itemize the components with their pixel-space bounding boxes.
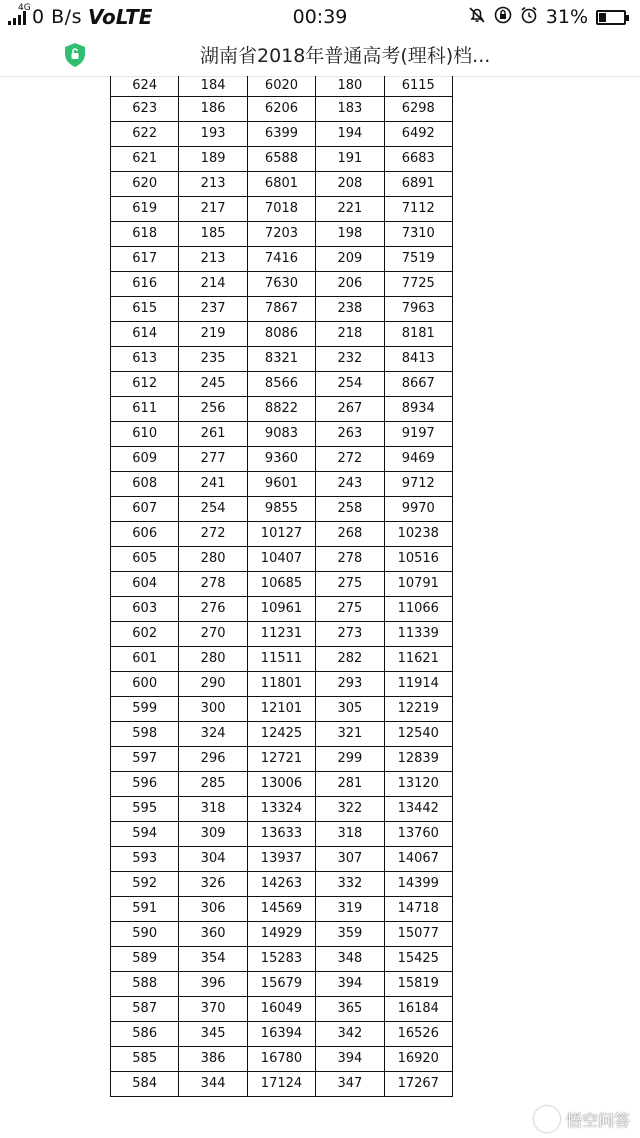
table-cell: 594 xyxy=(111,821,179,846)
table-cell: 11066 xyxy=(384,596,452,621)
table-cell: 394 xyxy=(316,1046,384,1071)
table-cell: 16920 xyxy=(384,1046,452,1071)
table-cell: 344 xyxy=(179,1071,247,1096)
table-row xyxy=(111,396,453,421)
table-cell: 254 xyxy=(316,371,384,396)
table-cell: 6801 xyxy=(247,171,315,196)
table-cell: 7203 xyxy=(247,221,315,246)
table-row xyxy=(111,496,453,521)
table-cell: 6891 xyxy=(384,171,452,196)
table-cell: 15819 xyxy=(384,971,452,996)
table-cell: 584 xyxy=(111,1071,179,1096)
table-cell: 7112 xyxy=(384,196,452,221)
table-cell: 10127 xyxy=(247,521,315,546)
security-shield-icon[interactable] xyxy=(64,42,86,68)
table-row xyxy=(111,746,453,771)
table-cell: 12219 xyxy=(384,696,452,721)
watermark-text: 悟空问答 xyxy=(565,1110,630,1130)
table-cell: 621 xyxy=(111,146,179,171)
battery-icon xyxy=(596,10,626,25)
alarm-icon xyxy=(520,6,538,29)
table-row xyxy=(111,1071,453,1096)
table-cell: 191 xyxy=(316,146,384,171)
table-cell: 6115 xyxy=(384,76,452,96)
table-cell: 595 xyxy=(111,796,179,821)
table-row xyxy=(111,421,453,446)
table-cell: 10516 xyxy=(384,546,452,571)
table-cell: 209 xyxy=(316,246,384,271)
table-cell: 245 xyxy=(179,371,247,396)
table-cell: 6399 xyxy=(247,121,315,146)
table-cell: 7310 xyxy=(384,221,452,246)
table-cell: 15283 xyxy=(247,946,315,971)
table-row xyxy=(111,546,453,571)
table-cell: 208 xyxy=(316,171,384,196)
table-row xyxy=(111,671,453,696)
table-row xyxy=(111,946,453,971)
table-cell: 198 xyxy=(316,221,384,246)
table-row xyxy=(111,1021,453,1046)
volte-indicator: VoLTE xyxy=(87,5,153,29)
table-cell: 6298 xyxy=(384,96,452,121)
table-cell: 7867 xyxy=(247,296,315,321)
table-cell: 11511 xyxy=(247,646,315,671)
table-cell: 7630 xyxy=(247,271,315,296)
table-cell: 219 xyxy=(179,321,247,346)
table-cell: 342 xyxy=(316,1021,384,1046)
table-cell: 277 xyxy=(179,446,247,471)
table-cell: 7963 xyxy=(384,296,452,321)
table-cell: 618 xyxy=(111,221,179,246)
table-cell: 254 xyxy=(179,496,247,521)
table-cell: 593 xyxy=(111,846,179,871)
table-row xyxy=(111,446,453,471)
table-cell: 599 xyxy=(111,696,179,721)
table-cell: 8321 xyxy=(247,346,315,371)
table-cell: 13120 xyxy=(384,771,452,796)
table-cell: 7416 xyxy=(247,246,315,271)
table-cell: 12839 xyxy=(384,746,452,771)
table-cell: 272 xyxy=(316,446,384,471)
table-cell: 604 xyxy=(111,571,179,596)
table-cell: 13442 xyxy=(384,796,452,821)
table-cell: 609 xyxy=(111,446,179,471)
table-cell: 10407 xyxy=(247,546,315,571)
table-cell: 221 xyxy=(316,196,384,221)
table-cell: 13006 xyxy=(247,771,315,796)
table-cell: 8413 xyxy=(384,346,452,371)
table-cell: 307 xyxy=(316,846,384,871)
table-cell: 9197 xyxy=(384,421,452,446)
table-cell: 613 xyxy=(111,346,179,371)
table-cell: 8934 xyxy=(384,396,452,421)
table-cell: 306 xyxy=(179,896,247,921)
table-cell: 10961 xyxy=(247,596,315,621)
table-cell: 319 xyxy=(316,896,384,921)
score-table-container xyxy=(110,76,453,1097)
table-cell: 14067 xyxy=(384,846,452,871)
table-cell: 9970 xyxy=(384,496,452,521)
page-title: 湖南省2018年普通高考(理科)档... xyxy=(200,45,491,67)
wukong-logo-icon xyxy=(534,1106,560,1132)
table-cell: 586 xyxy=(111,1021,179,1046)
table-cell: 591 xyxy=(111,896,179,921)
table-row xyxy=(111,871,453,896)
table-cell: 6206 xyxy=(247,96,315,121)
table-cell: 258 xyxy=(316,496,384,521)
table-cell: 14263 xyxy=(247,871,315,896)
table-cell: 612 xyxy=(111,371,179,396)
table-cell: 623 xyxy=(111,96,179,121)
table-cell: 280 xyxy=(179,546,247,571)
table-cell: 273 xyxy=(316,621,384,646)
table-cell: 241 xyxy=(179,471,247,496)
table-cell: 237 xyxy=(179,296,247,321)
table-cell: 9712 xyxy=(384,471,452,496)
table-cell: 17267 xyxy=(384,1071,452,1096)
table-row xyxy=(111,76,453,96)
clock: 00:39 xyxy=(292,6,348,28)
table-cell: 12540 xyxy=(384,721,452,746)
table-cell: 280 xyxy=(179,646,247,671)
table-cell: 587 xyxy=(111,996,179,1021)
table-row xyxy=(111,571,453,596)
table-cell: 394 xyxy=(316,971,384,996)
table-cell: 9601 xyxy=(247,471,315,496)
score-table xyxy=(110,76,453,1097)
table-row xyxy=(111,371,453,396)
status-right xyxy=(468,6,626,29)
table-cell: 268 xyxy=(316,521,384,546)
table-cell: 11914 xyxy=(384,671,452,696)
table-row xyxy=(111,771,453,796)
table-cell: 365 xyxy=(316,996,384,1021)
table-cell: 185 xyxy=(179,221,247,246)
table-cell: 238 xyxy=(316,296,384,321)
table-cell: 14929 xyxy=(247,921,315,946)
table-cell: 232 xyxy=(316,346,384,371)
table-cell: 309 xyxy=(179,821,247,846)
table-cell: 285 xyxy=(179,771,247,796)
table-cell: 305 xyxy=(316,696,384,721)
table-cell: 8181 xyxy=(384,321,452,346)
table-cell: 8822 xyxy=(247,396,315,421)
table-cell: 304 xyxy=(179,846,247,871)
table-cell: 10791 xyxy=(384,571,452,596)
table-cell: 9469 xyxy=(384,446,452,471)
table-row xyxy=(111,196,453,221)
table-cell: 15425 xyxy=(384,946,452,971)
table-cell: 622 xyxy=(111,121,179,146)
table-cell: 8566 xyxy=(247,371,315,396)
table-cell: 276 xyxy=(179,596,247,621)
rotation-lock-icon xyxy=(494,6,512,29)
table-cell: 12101 xyxy=(247,696,315,721)
watermark xyxy=(534,1106,630,1132)
table-cell: 11801 xyxy=(247,671,315,696)
table-cell: 611 xyxy=(111,396,179,421)
table-cell: 13324 xyxy=(247,796,315,821)
table-cell: 14569 xyxy=(247,896,315,921)
table-cell: 620 xyxy=(111,171,179,196)
table-cell: 600 xyxy=(111,671,179,696)
table-row xyxy=(111,246,453,271)
table-cell: 217 xyxy=(179,196,247,221)
table-cell: 282 xyxy=(316,646,384,671)
table-row xyxy=(111,221,453,246)
table-cell: 322 xyxy=(316,796,384,821)
table-cell: 359 xyxy=(316,921,384,946)
table-cell: 183 xyxy=(316,96,384,121)
table-cell: 386 xyxy=(179,1046,247,1071)
table-row xyxy=(111,646,453,671)
table-cell: 332 xyxy=(316,871,384,896)
table-row xyxy=(111,696,453,721)
title-bar xyxy=(0,34,640,77)
table-cell: 347 xyxy=(316,1071,384,1096)
table-row xyxy=(111,721,453,746)
table-cell: 585 xyxy=(111,1046,179,1071)
table-cell: 214 xyxy=(179,271,247,296)
table-row xyxy=(111,471,453,496)
table-cell: 321 xyxy=(316,721,384,746)
table-cell: 270 xyxy=(179,621,247,646)
table-cell: 9855 xyxy=(247,496,315,521)
table-cell: 275 xyxy=(316,596,384,621)
table-row xyxy=(111,1046,453,1071)
table-cell: 606 xyxy=(111,521,179,546)
table-cell: 16394 xyxy=(247,1021,315,1046)
table-cell: 318 xyxy=(179,796,247,821)
table-cell: 345 xyxy=(179,1021,247,1046)
table-cell: 624 xyxy=(111,76,179,96)
network-type: 4G xyxy=(18,3,31,13)
table-cell: 213 xyxy=(179,246,247,271)
table-cell: 213 xyxy=(179,171,247,196)
signal-icon xyxy=(8,3,31,25)
table-row xyxy=(111,971,453,996)
table-cell: 11621 xyxy=(384,646,452,671)
table-row xyxy=(111,621,453,646)
table-cell: 608 xyxy=(111,471,179,496)
table-row xyxy=(111,121,453,146)
table-cell: 256 xyxy=(179,396,247,421)
table-cell: 14399 xyxy=(384,871,452,896)
table-row xyxy=(111,171,453,196)
table-cell: 396 xyxy=(179,971,247,996)
table-row xyxy=(111,896,453,921)
table-cell: 235 xyxy=(179,346,247,371)
table-cell: 15679 xyxy=(247,971,315,996)
table-cell: 263 xyxy=(316,421,384,446)
table-cell: 261 xyxy=(179,421,247,446)
table-row xyxy=(111,146,453,171)
table-cell: 360 xyxy=(179,921,247,946)
table-cell: 324 xyxy=(179,721,247,746)
table-cell: 189 xyxy=(179,146,247,171)
table-row xyxy=(111,346,453,371)
table-cell: 16184 xyxy=(384,996,452,1021)
table-cell: 13937 xyxy=(247,846,315,871)
table-cell: 11231 xyxy=(247,621,315,646)
table-cell: 6683 xyxy=(384,146,452,171)
table-cell: 6492 xyxy=(384,121,452,146)
table-cell: 617 xyxy=(111,246,179,271)
table-cell: 9360 xyxy=(247,446,315,471)
battery-percent: 31% xyxy=(545,6,588,28)
table-cell: 7725 xyxy=(384,271,452,296)
table-cell: 272 xyxy=(179,521,247,546)
table-cell: 318 xyxy=(316,821,384,846)
table-row xyxy=(111,596,453,621)
table-cell: 11339 xyxy=(384,621,452,646)
table-cell: 9083 xyxy=(247,421,315,446)
table-cell: 12721 xyxy=(247,746,315,771)
table-cell: 275 xyxy=(316,571,384,596)
table-cell: 299 xyxy=(316,746,384,771)
table-cell: 370 xyxy=(179,996,247,1021)
table-cell: 180 xyxy=(316,76,384,96)
table-row xyxy=(111,846,453,871)
score-table-body xyxy=(111,76,453,1096)
table-cell: 619 xyxy=(111,196,179,221)
table-row xyxy=(111,821,453,846)
table-cell: 590 xyxy=(111,921,179,946)
table-cell: 8667 xyxy=(384,371,452,396)
table-cell: 8086 xyxy=(247,321,315,346)
table-cell: 596 xyxy=(111,771,179,796)
table-cell: 16526 xyxy=(384,1021,452,1046)
table-cell: 10685 xyxy=(247,571,315,596)
table-cell: 243 xyxy=(316,471,384,496)
table-cell: 10238 xyxy=(384,521,452,546)
table-row xyxy=(111,521,453,546)
table-cell: 290 xyxy=(179,671,247,696)
table-cell: 7519 xyxy=(384,246,452,271)
table-cell: 17124 xyxy=(247,1071,315,1096)
table-cell: 348 xyxy=(316,946,384,971)
table-cell: 186 xyxy=(179,96,247,121)
table-cell: 589 xyxy=(111,946,179,971)
table-cell: 278 xyxy=(316,546,384,571)
table-cell: 326 xyxy=(179,871,247,896)
table-cell: 6020 xyxy=(247,76,315,96)
table-cell: 7018 xyxy=(247,196,315,221)
table-cell: 16780 xyxy=(247,1046,315,1071)
table-cell: 588 xyxy=(111,971,179,996)
table-row xyxy=(111,296,453,321)
table-cell: 597 xyxy=(111,746,179,771)
table-cell: 602 xyxy=(111,621,179,646)
table-cell: 601 xyxy=(111,646,179,671)
table-cell: 598 xyxy=(111,721,179,746)
status-left xyxy=(8,5,152,29)
table-cell: 281 xyxy=(316,771,384,796)
table-cell: 12425 xyxy=(247,721,315,746)
table-row xyxy=(111,996,453,1021)
status-bar xyxy=(0,0,640,34)
table-cell: 603 xyxy=(111,596,179,621)
table-cell: 300 xyxy=(179,696,247,721)
table-cell: 15077 xyxy=(384,921,452,946)
mute-bell-icon xyxy=(468,6,486,29)
table-cell: 194 xyxy=(316,121,384,146)
table-cell: 607 xyxy=(111,496,179,521)
table-cell: 267 xyxy=(316,396,384,421)
table-row xyxy=(111,321,453,346)
table-cell: 615 xyxy=(111,296,179,321)
table-cell: 193 xyxy=(179,121,247,146)
table-cell: 218 xyxy=(316,321,384,346)
table-cell: 616 xyxy=(111,271,179,296)
table-cell: 13633 xyxy=(247,821,315,846)
table-cell: 605 xyxy=(111,546,179,571)
table-cell: 614 xyxy=(111,321,179,346)
table-cell: 293 xyxy=(316,671,384,696)
table-cell: 278 xyxy=(179,571,247,596)
table-row xyxy=(111,796,453,821)
table-cell: 206 xyxy=(316,271,384,296)
table-cell: 14718 xyxy=(384,896,452,921)
table-cell: 16049 xyxy=(247,996,315,1021)
table-cell: 592 xyxy=(111,871,179,896)
table-row xyxy=(111,96,453,121)
table-row xyxy=(111,921,453,946)
table-cell: 354 xyxy=(179,946,247,971)
table-cell: 184 xyxy=(179,76,247,96)
network-speed: 0 B/s xyxy=(32,6,82,28)
table-cell: 610 xyxy=(111,421,179,446)
table-cell: 296 xyxy=(179,746,247,771)
table-row xyxy=(111,271,453,296)
table-cell: 13760 xyxy=(384,821,452,846)
table-cell: 6588 xyxy=(247,146,315,171)
